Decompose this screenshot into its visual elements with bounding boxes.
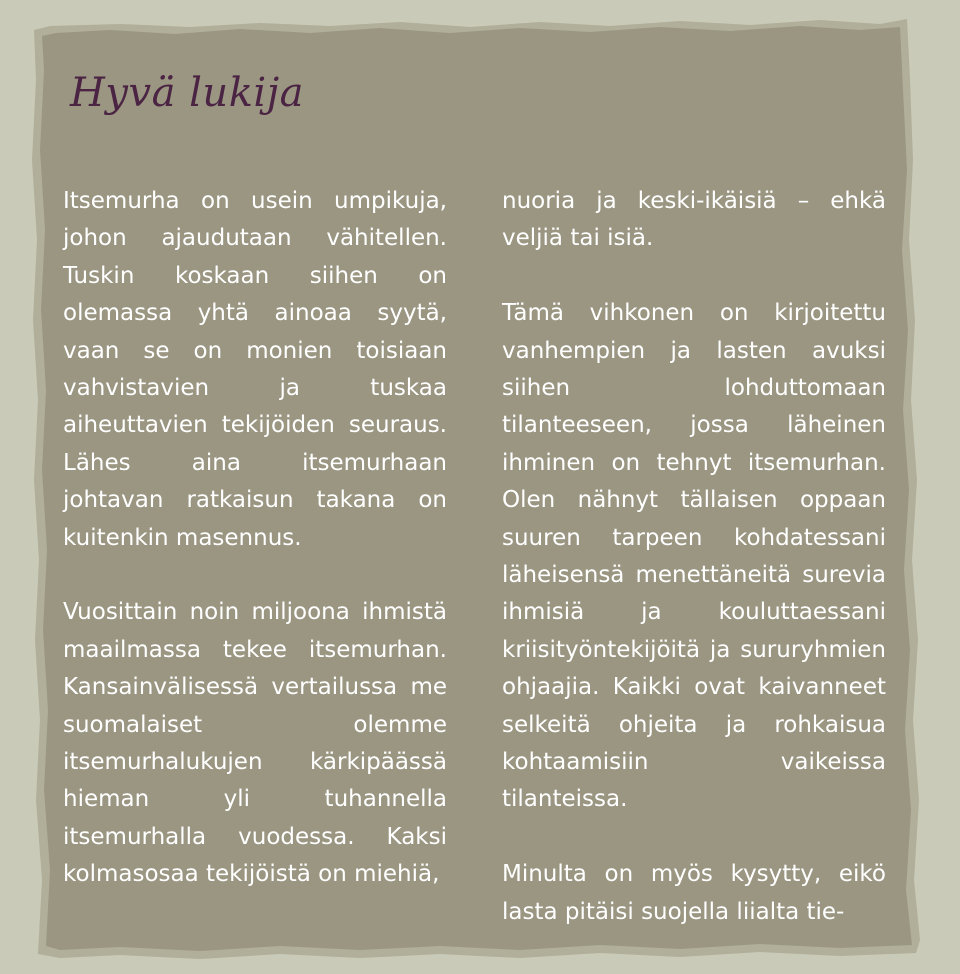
- paragraph-statistics: Vuosittain noin miljoona ihmistä maailmassa tekee itsemurhan. Kansainvälisessä vertailussa me suomalaiset olemme itsemurhalukujen kärkipäässä hieman yli tuhannella itsemurhalla vuodessa. Kaksi kolmasosaa tekijöistä on miehiä,: [63, 599, 447, 888]
- paragraph-continuation: nuoria ja keski-ikäisiä – ehkä veljiä tai isiä.: [502, 188, 886, 252]
- left-column: [63, 183, 447, 894]
- right-column: [502, 183, 886, 931]
- page-title: Hyvä lukija: [70, 70, 304, 116]
- paragraph-purpose: Tämä vihkonen on kirjoitettu vanhempien ja lasten avuksi siihen lohduttomaan tilanteeseen, jossa läheinen ihminen on tehnyt itsemurhan. Olen nähnyt tällaisen oppaan suuren tarpeen kohdatessani läheisensä menettäneitä surevia ihmisiä ja kouluttaessani kriisityöntekijöitä ja sururyhmien ohjaajia. Kaikki ovat kaivanneet selkeitä ohjeita ja rohkaisua kohtaamisiin vaikeissa tilanteissa.: [502, 300, 886, 813]
- paragraph-intro: Itsemurha on usein umpikuja, johon ajaudutaan vähitellen. Tuskin koskaan siihen on olemassa yhtä ainoaa syytä, vaan se on monien toisiaan vahvistavien ja tuskaa aiheuttavien tekijöiden seuraus. Lähes aina itsemurhaan johtavan ratkaisun takana on kuitenkin masennus.: [63, 188, 447, 551]
- paragraph-question: Minulta on myös kysytty, eikö lasta pitäisi suojella liialta tie-: [502, 861, 886, 925]
